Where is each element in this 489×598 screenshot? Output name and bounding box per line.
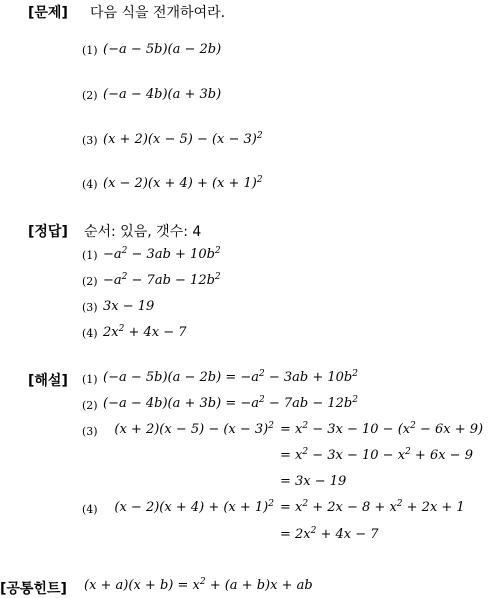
solution-rhs-line-1: = $x^2 - 3x - 10 - (x^2 - 6x + 9)$	[280, 421, 484, 437]
answer-expression: $-a^2 - 7ab - 12b^2$	[103, 272, 221, 288]
hint-label: [공통힌트]	[0, 581, 67, 597]
item-number: (3)	[82, 301, 98, 314]
answer-label: [정답]	[28, 224, 68, 240]
answer-expression: $-a^2 - 3ab + 10b^2$	[103, 246, 221, 262]
solution-rhs-line-2: = $x^2 - 3x - 10 - x^2 + 6x - 9$	[280, 447, 473, 463]
item-number: (4)	[82, 503, 98, 516]
item-number: (1)	[82, 249, 98, 262]
item-number: (4)	[82, 178, 98, 191]
expression: (−a − 4b)(a + 3b)	[103, 87, 222, 102]
expression: (−a − 5b)(a − 2b)	[103, 42, 222, 57]
solution-lhs: $(x - 2)(x + 4) + (x + 1)^2$	[114, 499, 274, 515]
problem-label: [문제]	[28, 5, 68, 21]
answer-expression: 3x − 19	[103, 299, 155, 314]
item-number: (1)	[82, 373, 98, 386]
solution-label: [해설]	[28, 373, 68, 389]
problem-instruction: 다음 식을 전개하여라.	[90, 5, 226, 21]
solution-expression: $(-a - 4b)(a + 3b) = -a^2 - 7ab - 12b^2$	[103, 395, 358, 411]
solution-expression: $(-a - 5b)(a - 2b) = -a^2 - 3ab + 10b^2$	[103, 369, 358, 385]
solution-rhs-line-2: = $2x^2 + 4x - 7$	[280, 526, 379, 542]
item-number: (2)	[82, 399, 98, 412]
expression: $(x + 2)(x - 5) - (x - 3)^2$	[103, 131, 263, 147]
solution-rhs-line-1: = $x^2 + 2x - 8 + x^2 + 2x + 1$	[280, 499, 465, 515]
item-number: (3)	[82, 425, 98, 438]
solution-rhs-line-3: = 3x − 19	[280, 474, 347, 489]
hint-formula: $(x + a)(x + b) = x^2 + (a + b)x$ + ab	[84, 577, 313, 593]
answer-meta: 순서: 있음, 갯수: 4	[84, 224, 202, 240]
item-number: (2)	[82, 275, 98, 288]
expression: $(x - 2)(x + 4) + (x + 1)^2$	[103, 175, 263, 191]
item-number: (4)	[82, 327, 98, 340]
item-number: (3)	[82, 134, 98, 147]
item-number: (2)	[82, 89, 98, 102]
answer-expression: $2x^2 + 4x - 7$	[103, 324, 187, 340]
item-number: (1)	[82, 44, 98, 57]
solution-lhs: $(x + 2)(x - 5) - (x - 3)^2$	[114, 421, 274, 437]
